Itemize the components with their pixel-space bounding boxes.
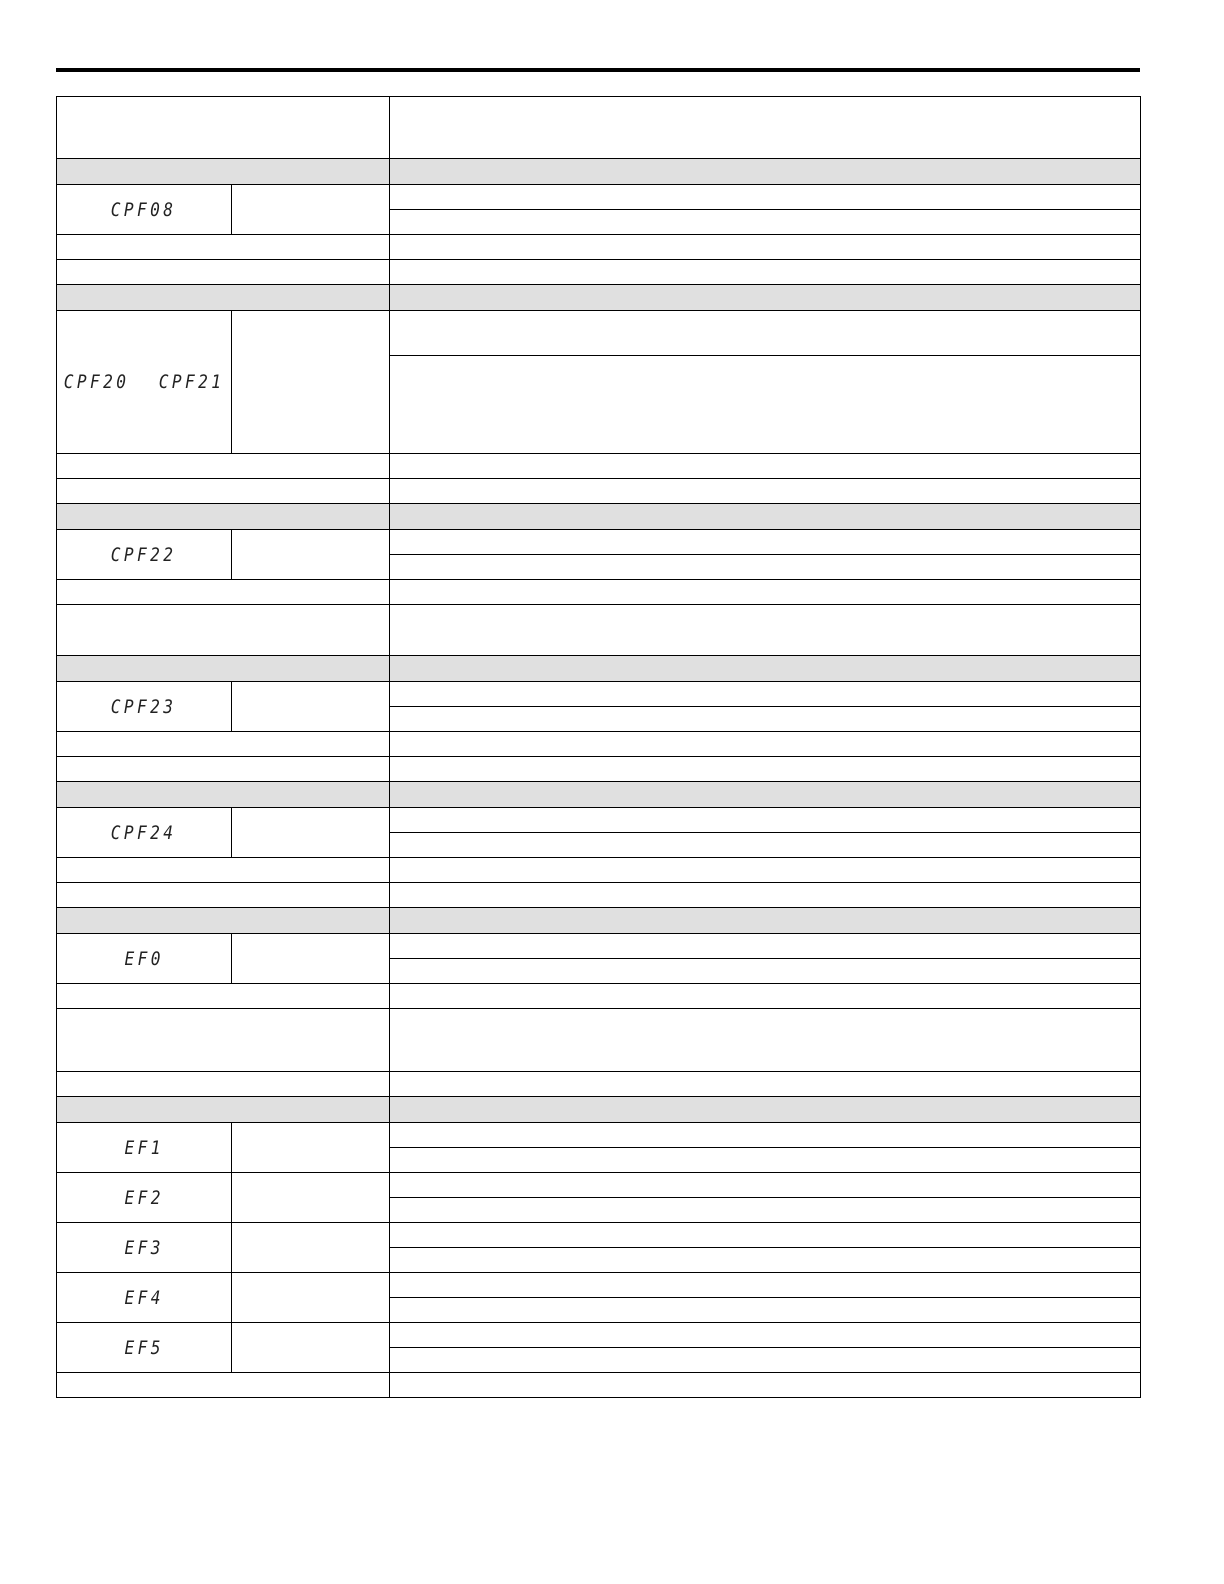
table-row bbox=[57, 858, 1141, 883]
table-row bbox=[57, 479, 1141, 504]
fault-table bbox=[56, 96, 1141, 1398]
table-row bbox=[57, 1009, 1141, 1072]
table-row bbox=[57, 808, 1141, 833]
fault-code-ef1: EF1 bbox=[124, 1136, 164, 1159]
section-header-row bbox=[57, 285, 1141, 311]
fault-code-cpf24: CPF24 bbox=[111, 821, 177, 844]
fault-code-ef3: EF3 bbox=[124, 1236, 164, 1259]
fault-code-cpf23: CPF23 bbox=[111, 695, 177, 718]
table-row bbox=[57, 311, 1141, 356]
fault-code-cell bbox=[57, 1123, 232, 1173]
table-row bbox=[57, 260, 1141, 285]
section-header-row bbox=[57, 159, 1141, 185]
table-row bbox=[57, 984, 1141, 1009]
fault-code-cpf21: CPF21 bbox=[158, 371, 225, 393]
table-row bbox=[57, 682, 1141, 707]
table-row bbox=[57, 883, 1141, 908]
table-row bbox=[57, 454, 1141, 479]
fault-code-cell bbox=[57, 934, 232, 984]
fault-code-ef4: EF4 bbox=[124, 1286, 164, 1309]
fault-code-cell bbox=[57, 311, 232, 454]
fault-code-cell bbox=[57, 808, 232, 858]
table-row bbox=[57, 934, 1141, 959]
table-row bbox=[57, 530, 1141, 555]
section-header-row bbox=[57, 656, 1141, 682]
table-header-row bbox=[57, 97, 1141, 159]
table-row bbox=[57, 1273, 1141, 1298]
table-row bbox=[57, 1223, 1141, 1248]
section-header-row bbox=[57, 908, 1141, 934]
table-row bbox=[57, 235, 1141, 260]
fault-code-ef5: EF5 bbox=[124, 1336, 164, 1359]
table-row bbox=[57, 1123, 1141, 1148]
fault-code-cell bbox=[57, 1273, 232, 1323]
fault-code-cell bbox=[57, 1323, 232, 1373]
table-row bbox=[57, 185, 1141, 210]
section-header-row bbox=[57, 504, 1141, 530]
fault-code-cpf20: CPF20 bbox=[63, 371, 130, 393]
table-row bbox=[57, 732, 1141, 757]
fault-code-cell bbox=[57, 1173, 232, 1223]
section-header-row bbox=[57, 1097, 1141, 1123]
table-row bbox=[57, 757, 1141, 782]
fault-code-cell bbox=[57, 682, 232, 732]
table-row bbox=[57, 605, 1141, 656]
fault-code-cell bbox=[57, 1223, 232, 1273]
table-row bbox=[57, 1173, 1141, 1198]
table-row bbox=[57, 1072, 1141, 1097]
fault-code-cpf22: CPF22 bbox=[111, 543, 177, 566]
fault-code-cpf08: CPF08 bbox=[111, 198, 177, 221]
section-header-row bbox=[57, 782, 1141, 808]
table-row bbox=[57, 1373, 1141, 1398]
table-row bbox=[57, 1323, 1141, 1348]
fault-code-ef2: EF2 bbox=[124, 1186, 164, 1209]
table-row bbox=[57, 580, 1141, 605]
header-rule bbox=[56, 68, 1140, 72]
fault-code-ef0: EF0 bbox=[124, 947, 164, 970]
fault-code-cell bbox=[57, 185, 232, 235]
fault-code-cell bbox=[57, 530, 232, 580]
